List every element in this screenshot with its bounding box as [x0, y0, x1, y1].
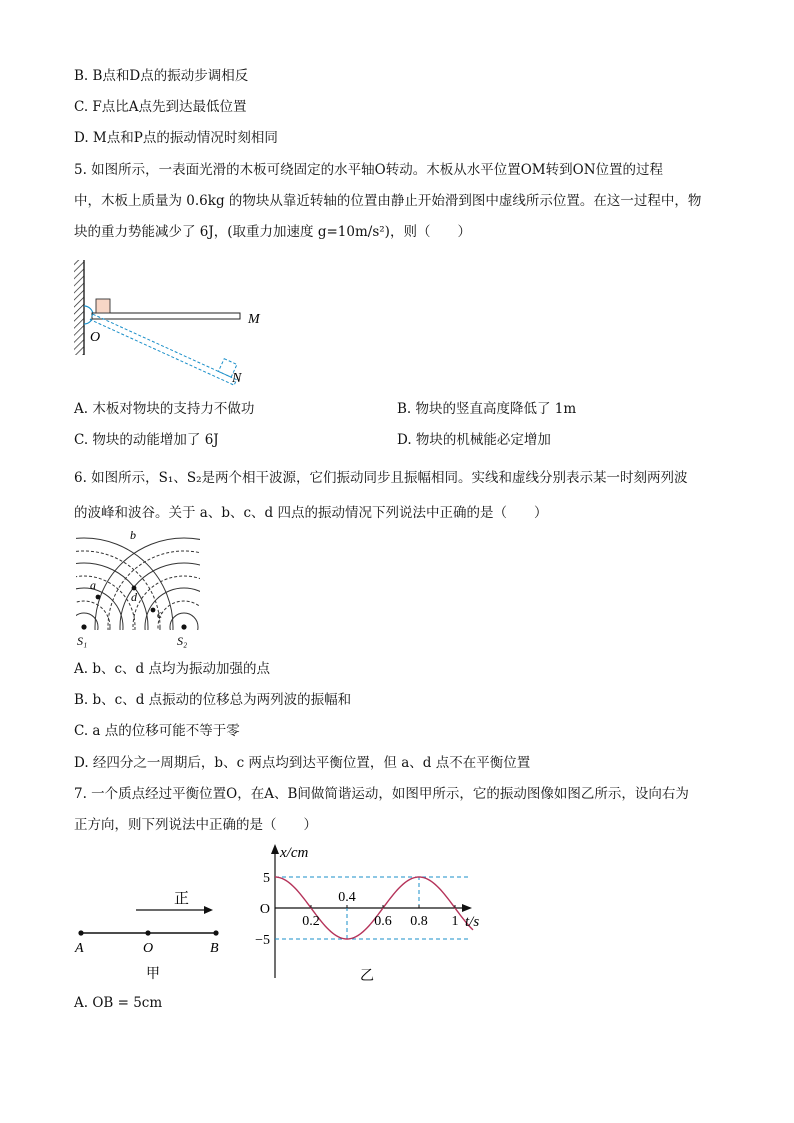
- label-m: M: [248, 312, 260, 327]
- y-axis-arrow: [271, 844, 279, 854]
- source-s2-dot: [181, 624, 186, 629]
- q5-option-c: C. 物块的动能增加了 6J: [74, 432, 219, 448]
- label-o: O: [90, 330, 101, 345]
- q5-figure: [68, 256, 278, 386]
- caption-yi: 乙: [360, 969, 374, 984]
- y-tick-5: 5: [263, 871, 270, 886]
- label-o: O: [143, 941, 154, 956]
- q7-stem-line1: 7. 一个质点经过平衡位置O，在A、B间做简谐运动，如图甲所示，它的振动图像如图乙所示，设向右为: [74, 786, 689, 802]
- q6-figure: [76, 528, 200, 650]
- q5-option-b: B. 物块的竖直高度降低了 1m: [397, 401, 577, 417]
- q6-option-c: C. a 点的位移可能不等于零: [74, 723, 240, 739]
- q5-option-a: A. 木板对物块的支持力不做功: [74, 401, 255, 417]
- q5-stem-line3: 块的重力势能减少了 6J，(取重力加速度 g=10m/s²)，则（ ）: [74, 224, 471, 240]
- x-tick-label: 0.2: [302, 914, 320, 929]
- q6-option-d: D. 经四分之一周期后，b、c 两点均到达平衡位置，但 a、d 点不在平衡位置: [74, 755, 531, 771]
- label-s2: S₂: [177, 634, 188, 648]
- label-c: c: [157, 607, 163, 621]
- positive-arrow-head: [204, 906, 213, 914]
- point-a-dot: [78, 930, 83, 935]
- q7-option-a: A. OB = 5cm: [74, 995, 163, 1011]
- x-axis-label: t/s: [465, 914, 480, 930]
- q5-stem-line1: 5. 如图所示，一表面光滑的木板可绕固定的水平轴O转动。木板从水平位置OM转到ON位置的过程: [74, 162, 664, 178]
- label-s1: S₁: [77, 634, 88, 648]
- q7-figure-yi: [246, 838, 496, 988]
- caption-jia: 甲: [146, 967, 160, 982]
- label-n: N: [232, 371, 242, 386]
- point-c-dot: [151, 608, 156, 613]
- y-tick-origin: O: [259, 902, 270, 917]
- q6-stem-line1: 6. 如图所示，S₁、S₂是两个相干波源，它们振动同步且振幅相同。实线和虚线分别表示某一时刻两列波: [74, 470, 688, 486]
- label-a: A: [75, 941, 84, 956]
- q4-option-d: D. M点和P点的振动情况时刻相同: [74, 130, 278, 146]
- label-b: B: [210, 941, 219, 956]
- source-s1-dot: [81, 624, 86, 629]
- label-positive: 正: [174, 891, 190, 907]
- point-b-dot: [213, 930, 218, 935]
- q6-stem-line2: 的波峰和波谷。关于 a、b、c、d 四点的振动情况下列说法中正确的是（ ）: [74, 505, 548, 521]
- x-tick-label: 1: [451, 914, 459, 929]
- x-tick-label: 0.4: [338, 890, 356, 905]
- y-tick-minus5: −5: [255, 933, 270, 948]
- block: [96, 299, 110, 313]
- label-a: a: [90, 578, 96, 592]
- q7-stem-line2: 正方向，则下列说法中正确的是（ ）: [74, 817, 317, 833]
- y-axis-label: x/cm: [280, 845, 309, 861]
- q5-stem-line2: 中，木板上质量为 0.6kg 的物块从靠近转轴的位置由静止开始滑到图中虚线所示位置。在这一过程中，物: [74, 193, 702, 209]
- q4-option-c: C. F点比A点先到达最低位置: [74, 99, 247, 115]
- q4-option-b: B. B点和D点的振动步调相反: [74, 68, 249, 84]
- x-axis-arrow: [462, 904, 472, 912]
- q6-option-b: B. b、c、d 点振动的位移总为两列波的振幅和: [74, 692, 352, 708]
- point-a-dot: [96, 595, 101, 600]
- board-on-dashed: [90, 314, 236, 385]
- q6-option-a: A. b、c、d 点均为振动加强的点: [74, 661, 270, 677]
- board-om: [92, 313, 240, 319]
- q5-option-d: D. 物块的机械能必定增加: [397, 432, 551, 448]
- point-o-dot: [145, 930, 150, 935]
- wall-hatch: [74, 260, 84, 355]
- x-tick-label: 0.6: [374, 914, 392, 929]
- label-b: b: [130, 528, 136, 542]
- label-d: d: [131, 590, 137, 604]
- x-tick-label: 0.8: [410, 914, 428, 929]
- q7-figure-jia: [70, 880, 230, 985]
